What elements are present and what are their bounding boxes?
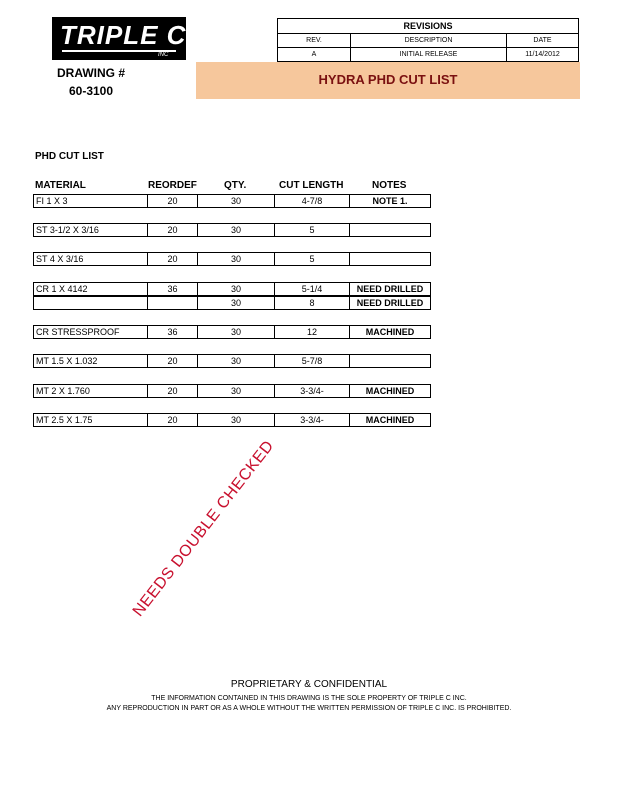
table-row xyxy=(33,413,431,427)
cell-material: ST 4 X 3/16 xyxy=(34,253,148,265)
cell-notes: MACHINED xyxy=(365,327,415,337)
cell-material: MT 2.5 X 1.75 xyxy=(34,414,148,426)
cell-notes: NOTE 1. xyxy=(372,196,408,206)
footer-title: PROPRIETARY & CONFIDENTIAL xyxy=(230,679,388,690)
table-row xyxy=(33,325,431,339)
cell-notes: NEED DRILLED xyxy=(356,284,424,294)
table-row xyxy=(33,252,431,266)
cell-material: MT 2 X 1.760 xyxy=(34,385,148,397)
cell-qty: 30 xyxy=(198,224,275,236)
revisions-header-date: DATE xyxy=(507,34,579,48)
cell-cut-length: 5 xyxy=(275,253,350,265)
header-material: MATERIAL xyxy=(35,180,86,191)
revisions-table xyxy=(277,18,579,62)
cell-qty: 30 xyxy=(198,355,275,367)
cell-cut-length: 3-3/4- xyxy=(275,385,350,397)
revisions-header-description: DESCRIPTION xyxy=(351,34,507,48)
cell-qty: 30 xyxy=(198,326,275,338)
cell-reorder: 20 xyxy=(148,385,198,397)
footer-line-1: THE INFORMATION CONTAINED IN THIS DRAWING IS THE SOLE PROPERTY OF TRIPLE C INC. xyxy=(151,695,467,702)
cell-notes: MACHINED xyxy=(365,386,415,396)
cell-cut-length: 5-7/8 xyxy=(275,355,350,367)
cell-reorder: 36 xyxy=(148,283,198,295)
header-cut-length: CUT LENGTH xyxy=(279,180,344,191)
footer-line-2: ANY REPRODUCTION IN PART OR AS A WHOLE WITHOUT THE WRITTEN PERMISSION OF TRIPLE C INC. IS PROHIBITED. xyxy=(106,705,512,712)
revisions-description: INITIAL RELEASE xyxy=(351,48,507,62)
cell-notes xyxy=(350,355,430,367)
needs-double-checked-stamp: NEEDS DOUBLE CHECKED xyxy=(129,437,278,620)
company-logo xyxy=(52,17,186,60)
cell-reorder: 20 xyxy=(148,195,198,207)
cell-material: CR STRESSPROOF xyxy=(34,326,148,338)
cell-qty: 30 xyxy=(198,385,275,397)
revisions-title: REVISIONS xyxy=(278,19,579,34)
logo-inc: INC xyxy=(158,52,169,58)
header-notes: NOTES xyxy=(372,180,407,191)
cell-notes: MACHINED xyxy=(365,415,415,425)
cell-qty: 30 xyxy=(198,297,275,309)
revisions-rev: A xyxy=(278,48,351,62)
cell-cut-length: 12 xyxy=(275,326,350,338)
cell-qty: 30 xyxy=(198,414,275,426)
cell-material: MT 1.5 X 1.032 xyxy=(34,355,148,367)
document-title: HYDRA PHD CUT LIST xyxy=(318,72,458,87)
cell-reorder: 20 xyxy=(148,253,198,265)
cell-qty: 30 xyxy=(198,283,275,295)
cell-reorder: 20 xyxy=(148,414,198,426)
cell-cut-length: 5 xyxy=(275,224,350,236)
table-row xyxy=(33,194,431,208)
cut-list-title: PHD CUT LIST xyxy=(35,151,104,162)
cell-reorder: 36 xyxy=(148,326,198,338)
cell-reorder: 20 xyxy=(148,355,198,367)
cell-cut-length: 5-1/4 xyxy=(275,283,350,295)
cell-qty: 30 xyxy=(198,195,275,207)
title-bar xyxy=(196,62,580,99)
header-reorder: REORDEF xyxy=(148,180,197,191)
cell-cut-length: 4-7/8 xyxy=(275,195,350,207)
drawing-number: 60-3100 xyxy=(68,84,114,98)
cell-material: FI 1 X 3 xyxy=(34,195,148,207)
cell-reorder: 20 xyxy=(148,224,198,236)
table-row xyxy=(33,282,431,296)
cell-material xyxy=(34,297,148,309)
revisions-date: 11/14/2012 xyxy=(507,48,579,62)
cell-reorder xyxy=(148,297,198,309)
cell-cut-length: 3-3/4- xyxy=(275,414,350,426)
cell-notes xyxy=(350,224,430,236)
cell-notes xyxy=(350,253,430,265)
cell-material: ST 3-1/2 X 3/16 xyxy=(34,224,148,236)
cell-notes: NEED DRILLED xyxy=(356,298,424,308)
table-row xyxy=(33,384,431,398)
table-row xyxy=(33,223,431,237)
cell-material: CR 1 X 4142 xyxy=(34,283,148,295)
header-qty: QTY. xyxy=(224,180,247,191)
logo-text: TRIPLE C xyxy=(60,20,187,50)
revisions-header-rev: REV. xyxy=(278,34,351,48)
table-row xyxy=(33,354,431,368)
drawing-label: DRAWING # xyxy=(56,66,125,80)
cell-qty: 30 xyxy=(198,253,275,265)
cell-cut-length: 8 xyxy=(275,297,350,309)
table-row xyxy=(33,296,431,310)
